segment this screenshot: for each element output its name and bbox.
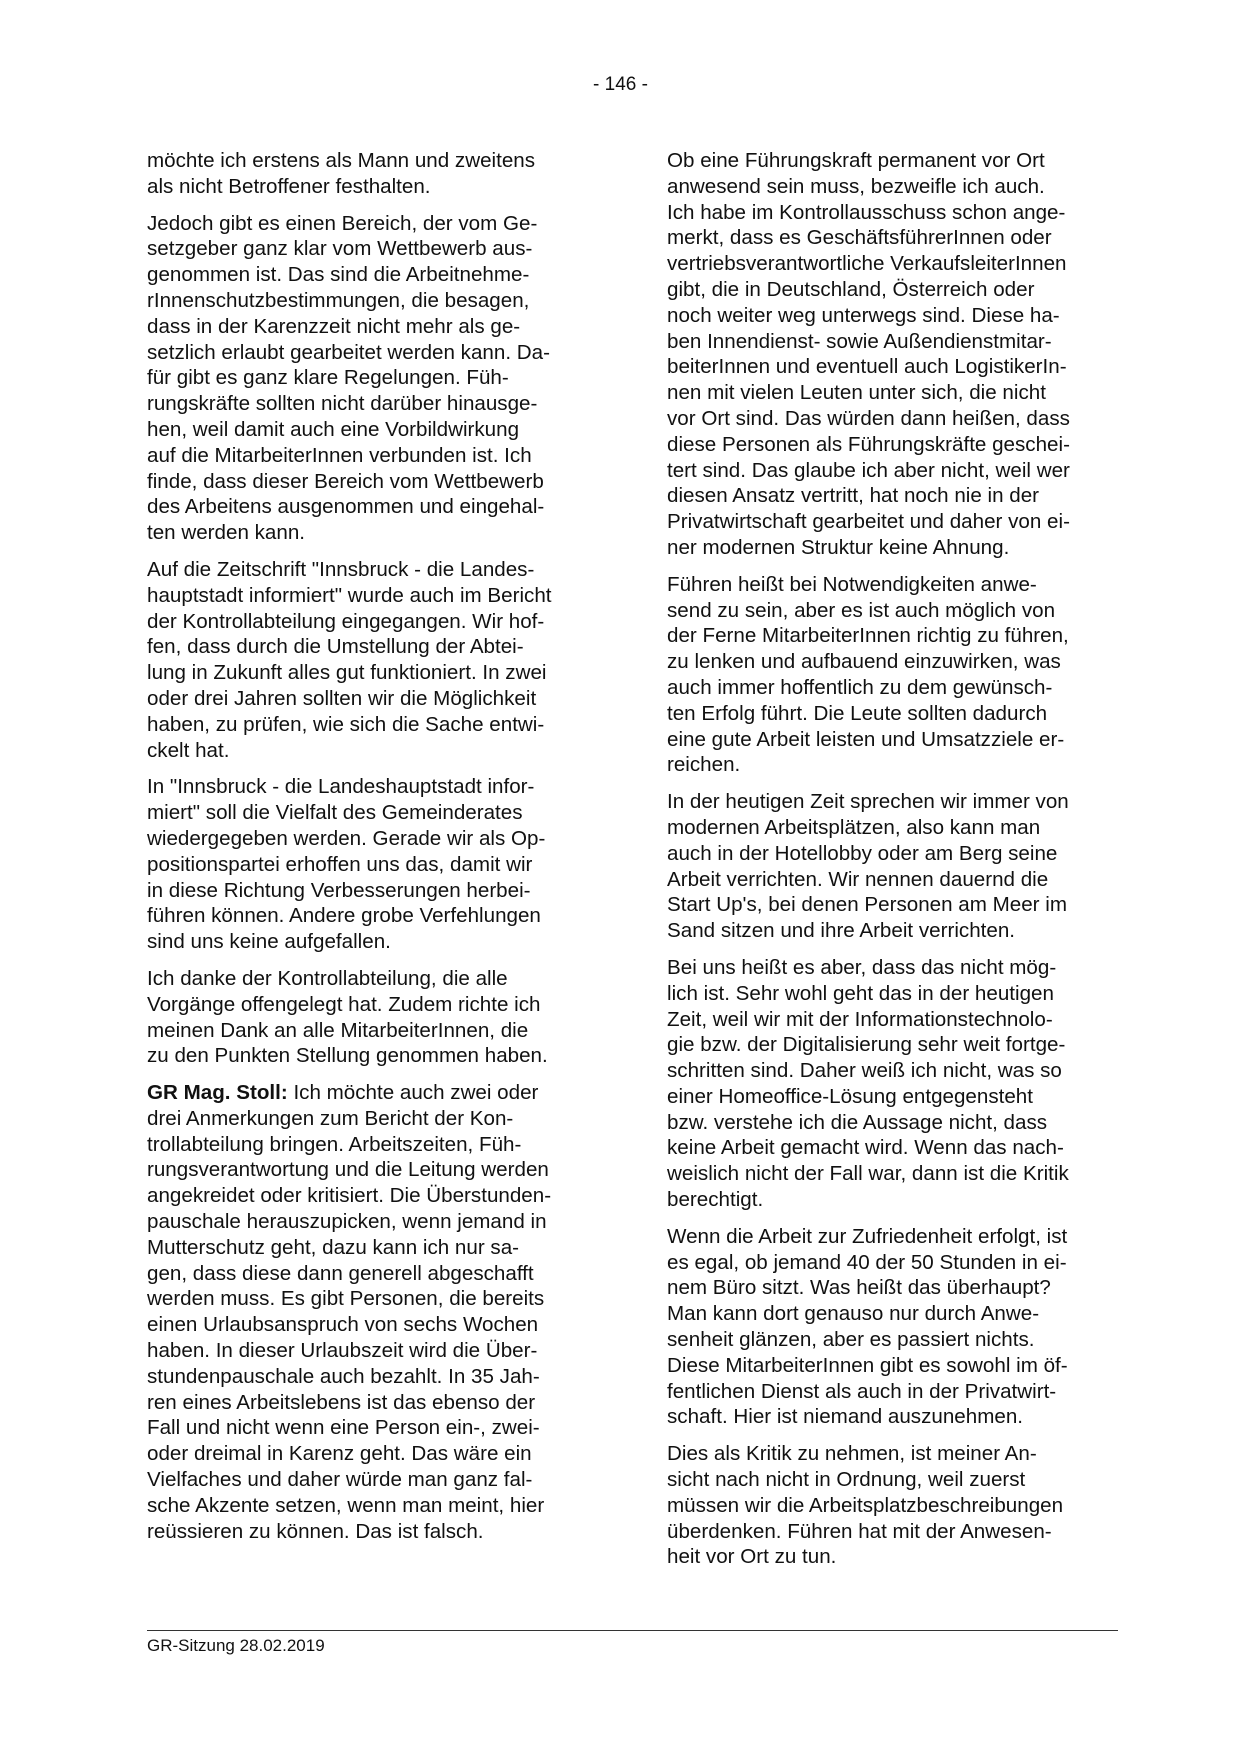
text-line: Führen heißt bei Notwendigkeiten anwe-: [667, 572, 1037, 596]
text-line: oder dreimal in Karenz geht. Das wäre ein: [147, 1442, 532, 1466]
text-line: eine gute Arbeit leisten und Umsatzziele er-: [667, 727, 1065, 751]
text-line: führen können. Andere grobe Verfehlungen: [147, 904, 541, 928]
text-line: noch weiter weg unterwegs sind. Diese ha-: [667, 303, 1060, 327]
text-line: nem Büro sitzt. Was heißt das überhaupt?: [667, 1276, 1051, 1300]
text-line: anwesend sein muss, bezweifle ich auch.: [667, 174, 1045, 198]
text-line: positionspartei erhoffen uns das, damit wir: [147, 852, 533, 876]
text-line: keine Arbeit gemacht wird. Wenn das nach-: [667, 1136, 1064, 1160]
text-line: setzgeber ganz klar vom Wettbewerb aus-: [147, 237, 533, 261]
text-line: Diese MitarbeiterInnen gibt es sowohl im öf-: [667, 1353, 1068, 1377]
text-line: lung in Zukunft alles gut funktioniert. In zwei: [147, 661, 547, 685]
text-line: ckelt hat.: [147, 738, 230, 762]
paragraph: [147, 1080, 602, 1544]
text-line: haben, zu prüfen, wie sich die Sache entwi-: [147, 712, 545, 736]
text-line: haben. In dieser Urlaubszeit wird die Über-: [147, 1339, 538, 1363]
paragraph: [667, 955, 1122, 1213]
text-line: vertriebsverantwortliche VerkaufsleiterInnen: [667, 252, 1067, 276]
text-line: modernen Arbeitsplätzen, also kann man: [667, 815, 1041, 839]
footer-divider: [147, 1630, 1118, 1631]
text-line: müssen wir die Arbeitsplatzbeschreibungen: [667, 1493, 1064, 1517]
text-line: der Kontrollabteilung eingegangen. Wir hof-: [147, 609, 545, 633]
paragraph: [667, 1441, 1122, 1570]
text-line: rInnenschutzbestimmungen, die besagen,: [147, 288, 530, 312]
text-line: In der heutigen Zeit sprechen wir immer von: [667, 790, 1069, 814]
text-line: sicht nach nicht in Ordnung, weil zuerst: [667, 1468, 1026, 1492]
text-line: sind uns keine aufgefallen.: [147, 930, 391, 954]
paragraph: [147, 148, 602, 200]
text-line: schaft. Hier ist niemand auszunehmen.: [667, 1405, 1023, 1429]
text-line: send zu sein, aber es ist auch möglich von: [667, 598, 1056, 622]
text-line: lich ist. Sehr wohl geht das in der heutigen: [667, 981, 1054, 1005]
page-number: - 146 -: [593, 74, 648, 95]
paragraph: [667, 789, 1122, 944]
text-line: angekreidet oder kritisiert. Die Überstunden-: [147, 1184, 552, 1208]
text-line: gie bzw. der Digitalisierung sehr weit fortge-: [667, 1033, 1066, 1057]
footer-session-date: GR-Sitzung 28.02.2019: [147, 1636, 325, 1655]
text-line: sche Akzente setzen, wenn man meint, hier: [147, 1493, 545, 1517]
text-line: zu den Punkten Stellung genommen haben.: [147, 1044, 548, 1068]
text-line: Start Up's, bei denen Personen am Meer im: [667, 893, 1067, 917]
text-line: hauptstadt informiert" wurde auch im Bericht: [147, 583, 552, 607]
text-line: reichen.: [667, 753, 741, 777]
text-line: Bei uns heißt es aber, dass das nicht mög-: [667, 955, 1057, 979]
text-line: Wenn die Arbeit zur Zufriedenheit erfolgt, ist: [667, 1224, 1068, 1248]
text-line: meinen Dank an alle MitarbeiterInnen, die: [147, 1018, 529, 1042]
text-line: Ich danke der Kontrollabteilung, die alle: [147, 966, 508, 990]
text-line: Arbeit verrichten. Wir nennen dauernd die: [667, 867, 1049, 891]
text-line: miert" soll die Vielfalt des Gemeinderates: [147, 801, 523, 825]
text-line: Ob eine Führungskraft permanent vor Ort: [667, 149, 1045, 172]
text-line: auf die MitarbeiterInnen verbunden ist. Ich: [147, 443, 532, 467]
text-line: berechtigt.: [667, 1188, 764, 1212]
text-line: Ich habe im Kontrollausschuss schon ange-: [667, 200, 1066, 224]
paragraph: [667, 572, 1122, 778]
text-line: drei Anmerkungen zum Bericht der Kon-: [147, 1106, 514, 1130]
text-line: schritten sind. Daher weiß ich nicht, was so: [667, 1059, 1062, 1083]
text-line: hen, weil damit auch eine Vorbildwirkung: [147, 417, 520, 441]
text-line: der Ferne MitarbeiterInnen richtig zu führen,: [667, 624, 1069, 648]
speech-text: Ich möchte auch zwei oder: [287, 1081, 539, 1105]
text-line: oder drei Jahren sollten wir die Möglichkeit: [147, 686, 537, 710]
text-line: einer Homeoffice-Lösung entgegensteht: [667, 1084, 1033, 1108]
text-line: Vorgänge offengelegt hat. Zudem richte ich: [147, 992, 541, 1016]
text-line: ten Erfolg führt. Die Leute sollten dadurch: [667, 701, 1048, 725]
left-column: [147, 148, 602, 1555]
text-line: des Arbeitens ausgenommen und eingehal-: [147, 495, 545, 519]
text-line: Auf die Zeitschrift "Innsbruck - die Landes-: [147, 557, 535, 581]
text-line: Jedoch gibt es einen Bereich, der vom Ge-: [147, 211, 538, 235]
text-line: nen mit vielen Leuten unter sich, die nicht: [667, 381, 1046, 405]
text-line: [147, 1080, 602, 1106]
text-line: ben Innendienst- sowie Außendienstmitar-: [667, 329, 1052, 353]
text-line: Fall und nicht wenn eine Person ein-, zwei-: [147, 1416, 540, 1440]
text-line: Zeit, weil wir mit der Informationstechnolo-: [667, 1007, 1053, 1031]
text-line: heit vor Ort zu tun.: [667, 1545, 837, 1569]
text-line: rungskräfte sollten nicht darüber hinausge-: [147, 392, 538, 416]
speaker-name: GR Mag. Stoll:: [147, 1081, 288, 1105]
text-line: ner modernen Struktur keine Ahnung.: [667, 535, 1010, 559]
text-line: Man kann dort genauso nur durch Anwe-: [667, 1302, 1040, 1326]
text-line: in diese Richtung Verbesserungen herbei-: [147, 878, 531, 902]
paragraph: [147, 557, 602, 763]
text-line: In "Innsbruck - die Landeshauptstadt infor-: [147, 775, 535, 799]
text-line: auch in der Hotellobby oder am Berg seine: [667, 841, 1058, 865]
text-line: reüssieren zu können. Das ist falsch.: [147, 1519, 484, 1543]
text-line: Mutterschutz geht, dazu kann ich nur sa-: [147, 1235, 520, 1259]
text-line: ren eines Arbeitslebens ist das ebenso der: [147, 1390, 536, 1414]
paragraph: [147, 966, 602, 1069]
text-line: finde, dass dieser Bereich vom Wettbewerb: [147, 469, 544, 493]
paragraph: [147, 774, 602, 955]
text-line: tert sind. Das glaube ich aber nicht, weil wer: [667, 458, 1070, 482]
paragraph: [667, 148, 1122, 561]
text-line: auch immer hoffentlich zu dem gewünsch-: [667, 675, 1053, 699]
text-line: fentlichen Dienst als auch in der Privatwirt-: [667, 1379, 1057, 1403]
text-line: Sand sitzen und ihre Arbeit verrichten.: [667, 919, 1016, 943]
text-line: es egal, ob jemand 40 der 50 Stunden in ei-: [667, 1250, 1067, 1274]
text-line: bzw. verstehe ich die Aussage nicht, dass: [667, 1110, 1048, 1134]
text-line: merkt, dass es GeschäftsführerInnen oder: [667, 226, 1052, 250]
text-line: fen, dass durch die Umstellung der Abtei-: [147, 635, 524, 659]
text-line: beiterInnen und eventuell auch LogistikerIn-: [667, 355, 1067, 379]
text-line: möchte ich erstens als Mann und zweitens: [147, 149, 536, 172]
text-line: wiedergegeben werden. Gerade wir als Op-: [147, 826, 546, 850]
text-line: genommen ist. Das sind die Arbeitnehme-: [147, 263, 530, 287]
text-line: zu lenken und aufbauend einzuwirken, was: [667, 650, 1061, 674]
text-line: Privatwirtschaft gearbeitet und daher von ei-: [667, 510, 1070, 534]
text-line: gibt, die in Deutschland, Österreich oder: [667, 277, 1035, 301]
text-line: überdenken. Führen hat mit der Anwesen-: [667, 1519, 1052, 1543]
text-line: diese Personen als Führungskräfte geschei-: [667, 432, 1070, 456]
text-line: pauschale herauszupicken, wenn jemand in: [147, 1210, 547, 1234]
text-line: werden muss. Es gibt Personen, die bereits: [147, 1287, 545, 1311]
text-line: trollabteilung bringen. Arbeitszeiten, Füh-: [147, 1132, 522, 1156]
text-line: weislich nicht der Fall war, dann ist die Kritik: [667, 1162, 1069, 1186]
text-line: vor Ort sind. Das würden dann heißen, dass: [667, 406, 1070, 430]
text-line: Dies als Kritik zu nehmen, ist meiner An-: [667, 1442, 1037, 1466]
text-line: setzlich erlaubt gearbeitet werden kann. Da-: [147, 340, 550, 364]
text-line: als nicht Betroffener festhalten.: [147, 174, 431, 198]
paragraph: [667, 1224, 1122, 1430]
text-line: senheit glänzen, aber es passiert nichts.: [667, 1328, 1035, 1352]
text-line: stundenpauschale auch bezahlt. In 35 Jah-: [147, 1364, 540, 1388]
text-line: dass in der Karenzzeit nicht mehr als ge-: [147, 314, 521, 338]
text-line: für gibt es ganz klare Regelungen. Füh-: [147, 366, 509, 390]
text-line: rungsverantwortung und die Leitung werden: [147, 1158, 549, 1182]
text-line: ten werden kann.: [147, 521, 305, 545]
text-line: diesen Ansatz vertritt, hat noch nie in der: [667, 484, 1040, 508]
right-column: [667, 148, 1122, 1581]
text-line: einen Urlaubsanspruch von sechs Wochen: [147, 1313, 539, 1337]
text-line: Vielfaches und daher würde man ganz fal-: [147, 1468, 533, 1492]
text-line: gen, dass diese dann generell abgeschafft: [147, 1261, 534, 1285]
paragraph: [147, 211, 602, 546]
